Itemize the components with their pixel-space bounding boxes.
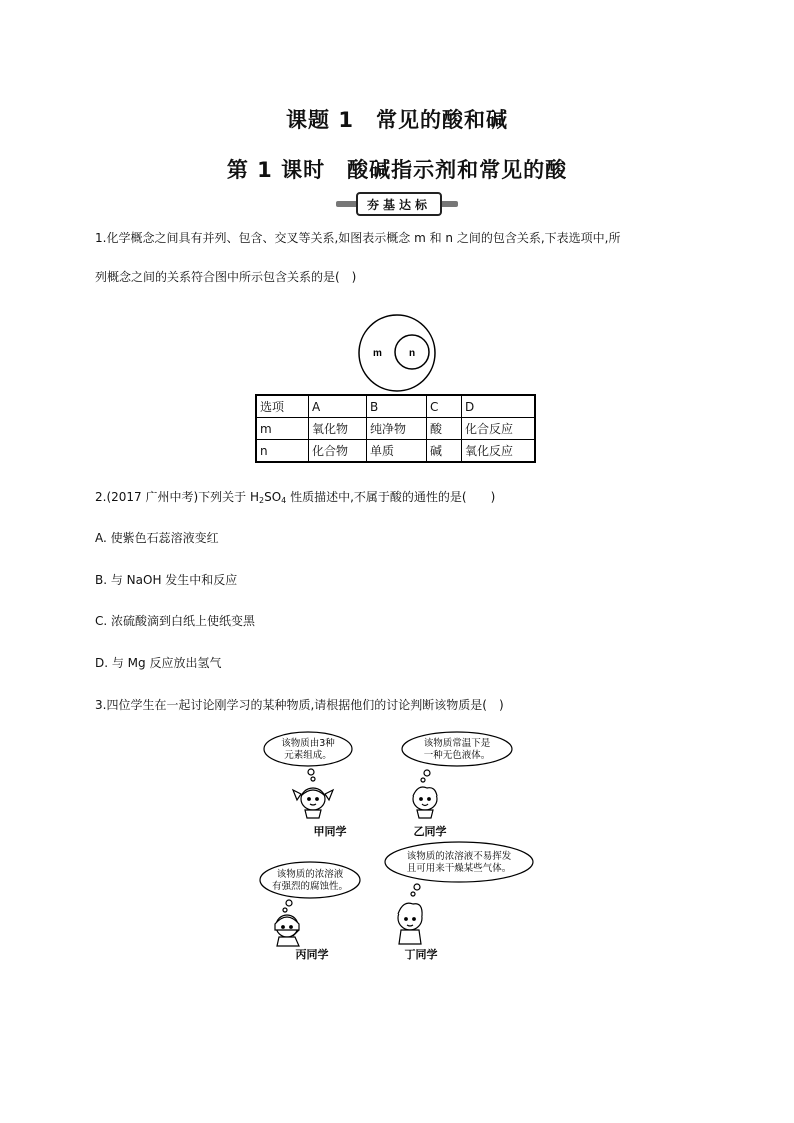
student-bing-name: 丙同学 xyxy=(295,948,329,961)
table-header-cell: 选项 xyxy=(256,395,309,418)
option-d: D. 与 Mg 反应放出氢气 xyxy=(95,656,222,670)
table-row xyxy=(256,440,535,463)
student-ding-figure xyxy=(398,903,422,944)
lesson-title: 课题 1 常见的酸和碱 xyxy=(286,108,508,132)
q2-subscript-1: 2 xyxy=(259,496,265,505)
table-cell: 化合物 xyxy=(309,440,367,463)
table-header-cell: C xyxy=(427,395,462,418)
badge-text: 夯基达标 xyxy=(366,197,431,212)
question-3-stem: 3.四位学生在一起讨论刚学习的某种物质,请根据他们的讨论判断该物质是( ) xyxy=(95,698,504,712)
inner-label: n xyxy=(409,348,416,359)
table-cell: 化合反应 xyxy=(462,418,536,440)
section-badge xyxy=(336,192,458,214)
question-1-line-1: 1.化学概念之间具有并列、包含、交叉等关系,如图表示概念 m 和 n 之间的包含关系,下表选项中,所 xyxy=(95,231,621,245)
bubble-bing-line-1: 该物质的浓溶液 xyxy=(276,869,344,880)
lesson-subtitle: 第 1 课时 酸碱指示剂和常见的酸 xyxy=(226,158,568,182)
venn-diagram xyxy=(354,313,440,393)
bubble-bing-line-2: 有强烈的腐蚀性。 xyxy=(271,881,349,892)
table-header-row xyxy=(256,395,535,418)
bubble-ding-line-1: 该物质的浓溶液不易挥发 xyxy=(406,851,512,862)
outer-label: m xyxy=(373,348,382,359)
question-1-line-2: 列概念之间的关系符合图中所示包含关系的是( ) xyxy=(95,270,357,284)
table-cell: 氧化反应 xyxy=(462,440,536,463)
q2-subscript-2: 4 xyxy=(281,496,287,505)
table-row xyxy=(256,418,535,440)
table-cell: 氧化物 xyxy=(309,418,367,440)
table-header-cell: B xyxy=(367,395,427,418)
bubble-ding-line-2: 且可用来干燥某些气体。 xyxy=(406,863,512,874)
option-b: B. 与 NaOH 发生中和反应 xyxy=(95,573,238,587)
student-ding-name: 丁同学 xyxy=(404,948,438,961)
table-header-cell: A xyxy=(309,395,367,418)
table-header-cell: D xyxy=(462,395,536,418)
options-table xyxy=(255,394,536,463)
table-cell: n xyxy=(256,440,309,463)
table-cell: m xyxy=(256,418,309,440)
student-bing-figure xyxy=(275,915,299,946)
option-a: A. 使紫色石蕊溶液变红 xyxy=(95,531,219,545)
q2-stem-mid: SO xyxy=(264,490,282,504)
q2-stem-suffix: 性质描述中,不属于酸的通性的是( ) xyxy=(286,490,496,504)
badge-box xyxy=(356,192,442,216)
bubble-jia-line-1: 该物质由3种 xyxy=(281,738,335,749)
table-cell: 碱 xyxy=(427,440,462,463)
bubble-jia-line-2: 元素组成。 xyxy=(284,750,332,761)
student-discussion-illustration xyxy=(255,730,545,966)
option-c: C. 浓硫酸滴到白纸上使纸变黑 xyxy=(95,614,256,628)
table-cell: 单质 xyxy=(367,440,427,463)
table-cell: 酸 xyxy=(427,418,462,440)
student-yi-figure xyxy=(413,787,437,818)
bubble-yi-line-1: 该物质常温下是 xyxy=(423,738,491,749)
bubble-yi-line-2: 一种无色液体。 xyxy=(423,750,491,761)
question-2-stem xyxy=(95,489,495,509)
outer-circle xyxy=(359,315,435,391)
student-yi-name: 乙同学 xyxy=(413,825,447,838)
table-cell: 纯净物 xyxy=(367,418,427,440)
q2-stem-prefix: 2.(2017 广州中考)下列关于 H xyxy=(95,490,260,504)
student-jia-figure xyxy=(293,788,333,818)
student-jia-name: 甲同学 xyxy=(313,825,347,838)
